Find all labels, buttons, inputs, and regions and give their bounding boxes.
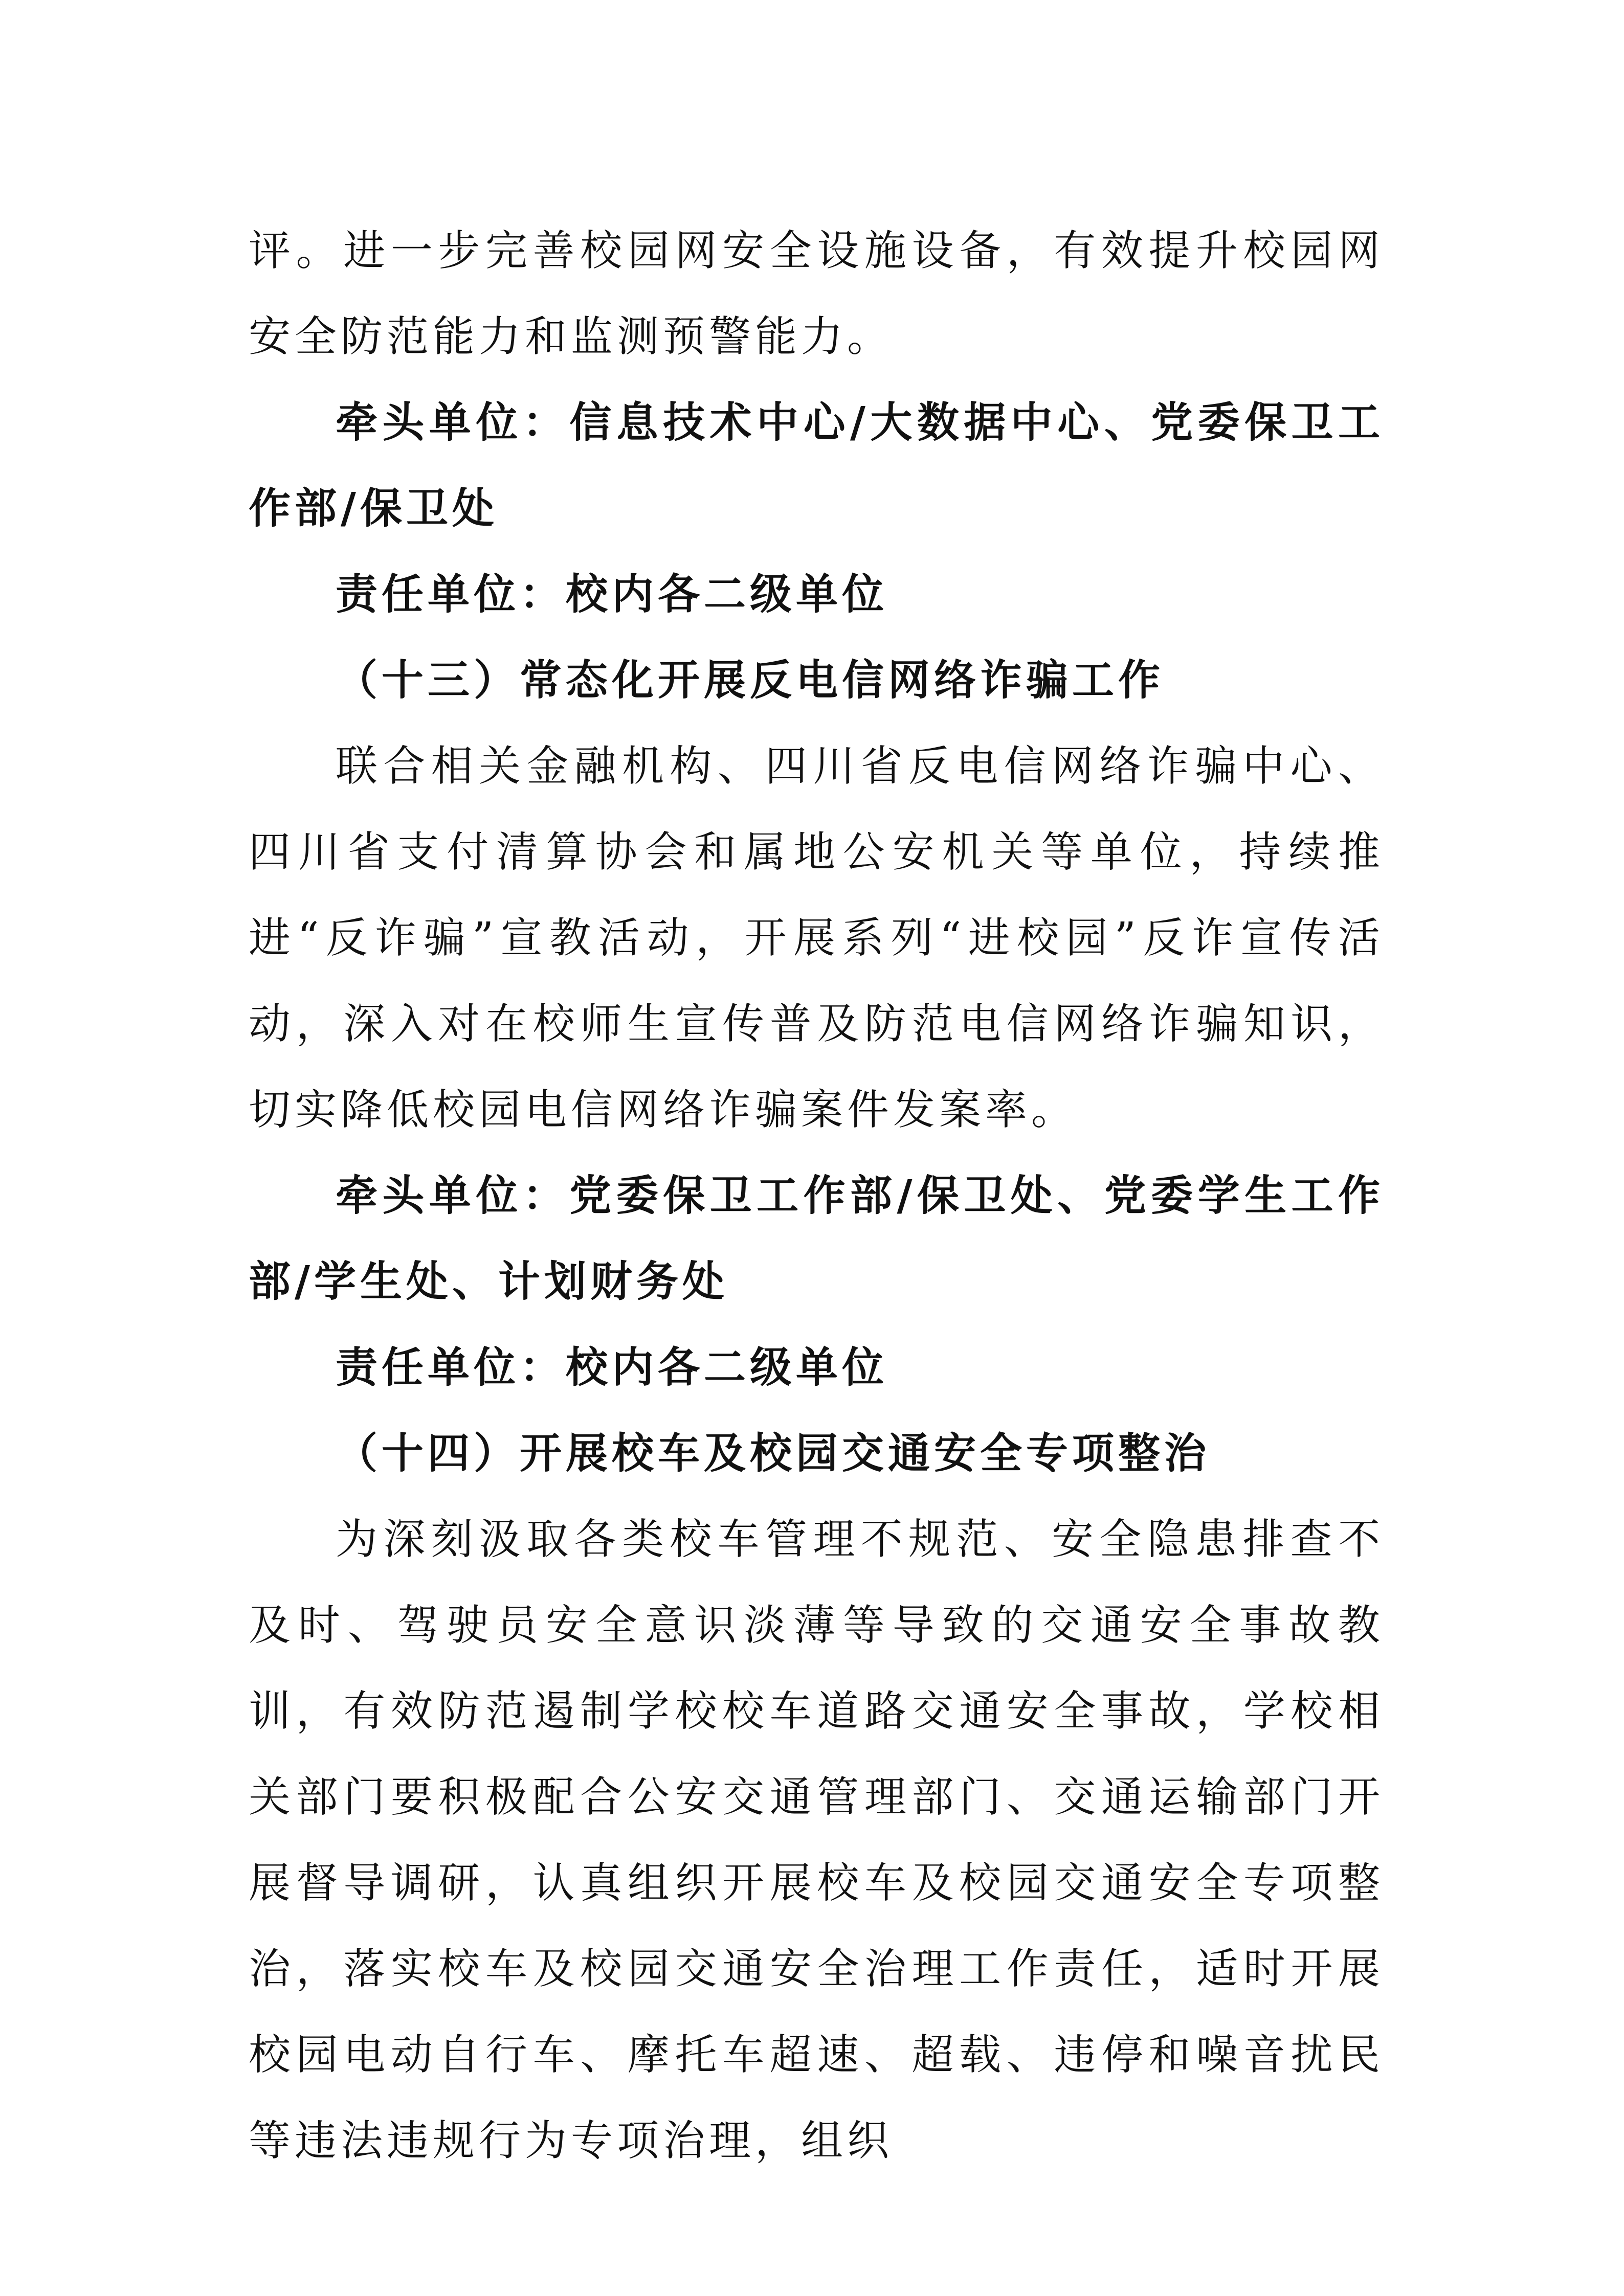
responsible-unit-anti-fraud: 责任单位：校内各二级单位: [336, 1343, 888, 1392]
paragraph-anti-fraud: 联合相关金融机构、四川省反电信网络诈骗中心、四川省支付清算协会和属地公安机关等单位，持续推进“反诈骗”宣教活动，开展系列“进校园”反诈宣传活动，深入对在校师生宣传普及防范电信网络诈骗知识，切实降低校园电信网络诈骗案件发案率。: [249, 742, 1384, 1134]
responsible-unit-network-security: 责任单位：校内各二级单位: [336, 570, 888, 619]
paragraph-network-security: 评。进一步完善校园网安全设施设备，有效提升校园网安全防范能力和监测预警能力。: [249, 227, 1384, 361]
lead-unit-network-security: 牵头单位：信息技术中心/大数据中心、党委保卫工作部/保卫处: [249, 398, 1384, 533]
lead-unit-anti-fraud: 牵头单位：党委保卫工作部/保卫处、党委学生工作部/学生处、计划财务处: [249, 1172, 1384, 1306]
section-heading-14: （十四）开展校车及校园交通安全专项整治: [336, 1429, 1211, 1478]
section-heading-13: （十三）常态化开展反电信网络诈骗工作: [336, 656, 1165, 705]
paragraph-traffic-safety: 为深刻汲取各类校车管理不规范、安全隐患排查不及时、驾驶员安全意识淡薄等导致的交通安全事故教训，有效防范遏制学校校车道路交通安全事故，学校相关部门要积极配合公安交通管理部门、交通运输部门开展督导调研，认真组织开展校车及校园交通安全专项整治，落实校车及校园交通安全治理工作责任，适时开展校园电动自行车、摩托车超速、超载、违停和噪音扰民等违法违规行为专项治理，组织: [249, 1515, 1384, 2165]
document-body: [249, 208, 1384, 2184]
